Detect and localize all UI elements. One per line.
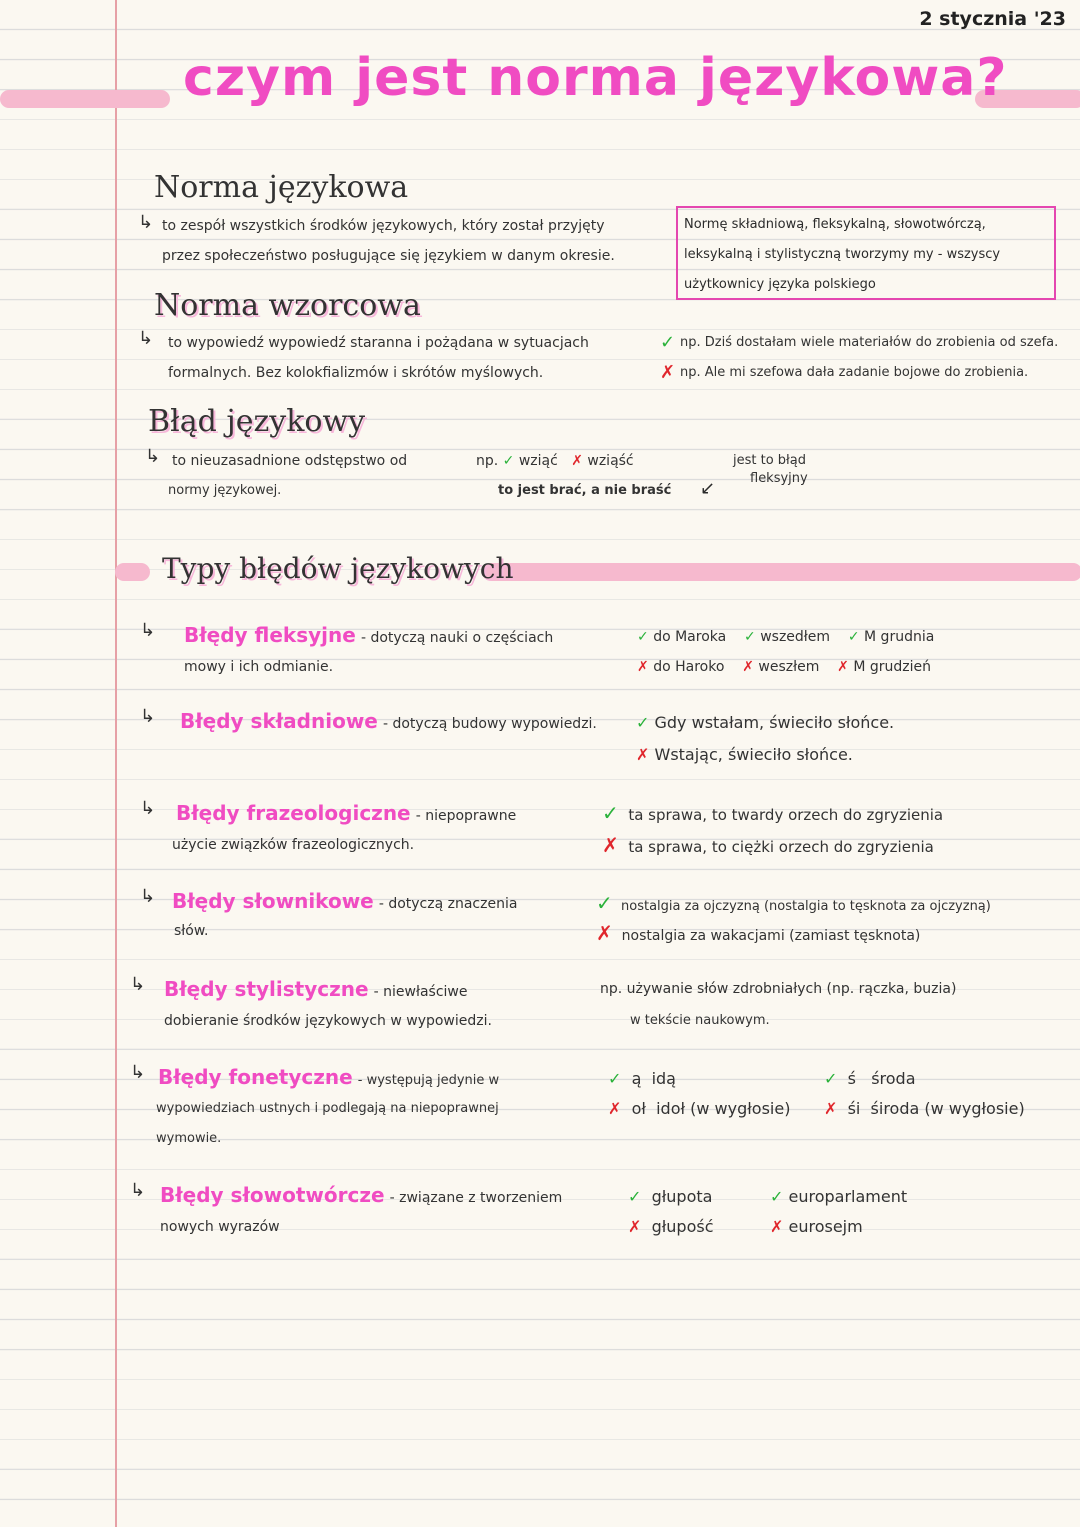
skladniowe-example-good — [636, 708, 894, 738]
blad-example — [476, 446, 634, 476]
check-icon: ✓ — [770, 1187, 784, 1206]
example-good: środa — [871, 1069, 916, 1088]
fonetyczne-example-bad — [608, 1094, 790, 1124]
error-type-name: Błędy słownikowe — [172, 889, 374, 913]
fonetyczne-example-good-2 — [824, 1064, 916, 1094]
fonetyczne-title-row — [158, 1062, 499, 1096]
fonetyczne-example-bad-2 — [824, 1094, 1025, 1124]
bad-word: wziąść — [587, 453, 634, 469]
error-type-name: Błędy fleksyjne — [184, 623, 356, 647]
example-good: idą — [651, 1069, 676, 1088]
example-good: wszedłem — [760, 629, 831, 645]
cross-icon: ✗ — [770, 1217, 784, 1236]
error-type-desc: - dotyczą znaczenia — [378, 896, 518, 912]
types-bar-right — [482, 563, 1080, 581]
slownikowe-example-bad — [596, 918, 920, 951]
norma-wzorcowa-line1: to wypowiedź wypowiedź staranna i pożądana w sytuacjach — [168, 335, 589, 351]
slownikowe-title-row — [172, 886, 517, 919]
arrow-icon: ↳ — [138, 328, 154, 349]
date: 2 stycznia '23 — [919, 8, 1066, 30]
slowotworcze-example-bad — [628, 1212, 714, 1242]
cross-icon: ✗ — [742, 659, 754, 675]
arrow-icon: ↳ — [138, 212, 154, 233]
cross-icon: ✗ — [602, 833, 619, 857]
example-bad: eurosejm — [788, 1217, 863, 1236]
example-bad: śiroda (w wygłosie) — [870, 1099, 1025, 1118]
example-prefix: np. — [476, 453, 499, 469]
error-type-desc: - niewłaściwe — [373, 984, 468, 1000]
cross-icon: ✗ — [637, 659, 649, 675]
types-heading: Typy błędów językowych — [162, 552, 514, 585]
fleksyjne-title-row — [184, 620, 553, 653]
blad-line1: to nieuzasadnione odstępstwo od — [172, 453, 408, 469]
types-bar-left — [115, 563, 150, 581]
error-type-desc: - dotyczą budowy wypowiedzi. — [382, 716, 597, 732]
example-bad: weszłem — [758, 659, 820, 675]
arrow-back-icon: ↙ — [700, 478, 716, 499]
error-type-desc: mowy i ich odmianie. — [184, 659, 334, 675]
frazeologiczne-title-row — [176, 798, 516, 831]
arrow-icon: ↳ — [145, 446, 161, 467]
error-type-desc: nowych wyrazów — [160, 1219, 280, 1235]
margin-line — [115, 0, 117, 1527]
slowotworcze-example-bad-2 — [770, 1212, 863, 1242]
skladniowe-title-row — [180, 706, 597, 739]
example-bad: oł — [631, 1099, 646, 1118]
error-type-desc: - związane z tworzeniem — [389, 1190, 563, 1206]
cross-icon: ✗ — [636, 745, 650, 764]
cross-icon: ✗ — [608, 1099, 622, 1118]
check-icon: ✓ — [824, 1069, 838, 1088]
error-type-name: Błędy składniowe — [180, 709, 378, 733]
check-icon: ✓ — [636, 713, 650, 732]
example-good: nostalgia za ojczyzną (nostalgia to tęsknota za ojczyzną) — [621, 899, 991, 914]
fleksyjne-examples-good — [637, 622, 934, 652]
box-line2: leksykalną i stylistyczną tworzymy my - wszyscy — [684, 247, 1001, 262]
error-type-desc: wypowiedziach ustnych i podlegają na niepoprawnej — [156, 1101, 499, 1116]
norma-wzorcowa-example-bad: np. Ale mi szefowa dała zadanie bojowe do zrobienia. — [680, 365, 1029, 380]
arrow-icon: ↳ — [140, 706, 156, 727]
arrow-icon: ↳ — [130, 1180, 146, 1201]
blad-note1: to jest brać, a nie braść — [498, 483, 672, 498]
check-icon: ✓ — [602, 801, 619, 825]
box-line1: Normę składniową, fleksykalną, słowotwórczą, — [684, 217, 986, 232]
example-good: europarlament — [788, 1187, 908, 1206]
cross-icon: ✗ — [660, 362, 676, 383]
fonetyczne-example-good — [608, 1064, 676, 1094]
blad-note2b: fleksyjny — [750, 471, 808, 486]
stylistyczne-title-row — [164, 974, 468, 1007]
norma-wzorcowa-example-good: np. Dziś dostałam wiele materiałów do zrobienia od szefa. — [680, 335, 1059, 350]
example-bad: śi — [847, 1099, 861, 1118]
slowotworcze-example-good — [628, 1182, 712, 1212]
section-heading-norma-wzorcowa: Norma wzorcowa — [154, 288, 421, 323]
example-bad: M grudzień — [853, 659, 931, 675]
norma-wzorcowa-line2: formalnych. Bez kolokfializmów i skrótów myślowych. — [168, 365, 544, 381]
example-bad: nostalgia za wakacjami (zamiast tęsknota) — [621, 928, 921, 944]
arrow-icon: ↳ — [130, 974, 146, 995]
example-bad: ta sprawa, to ciężki orzech do zgryzienia — [628, 838, 934, 856]
check-icon: ✓ — [596, 891, 613, 915]
section-heading-norma-jezykowa: Norma językowa — [154, 170, 409, 205]
check-icon: ✓ — [608, 1069, 622, 1088]
slowotworcze-example-good-2 — [770, 1182, 907, 1212]
norma-jezykowa-line2: przez społeczeństwo posługujące się językiem w danym okresie. — [162, 248, 615, 264]
check-icon: ✓ — [660, 332, 676, 353]
norm-info-box — [676, 206, 1056, 300]
error-type-desc: - występują jedynie w — [357, 1073, 500, 1088]
norma-jezykowa-line1: to zespół wszystkich środków językowych, który został przyjęty — [162, 218, 605, 234]
example-good: M grudnia — [864, 629, 935, 645]
error-type-desc: słów. — [174, 923, 209, 939]
blad-note2a: jest to błąd — [733, 453, 806, 468]
error-type-desc: - niepoprawne — [415, 808, 517, 824]
arrow-icon: ↳ — [140, 620, 156, 641]
check-icon: ✓ — [502, 453, 515, 469]
check-icon: ✓ — [637, 629, 649, 645]
slownikowe-example-good — [596, 888, 991, 922]
error-type-desc: - dotyczą nauki o częściach — [360, 630, 554, 646]
section-heading-blad-jezykowy: Błąd językowy — [148, 404, 366, 439]
example-bad: idoł (w wygłosie) — [656, 1099, 791, 1118]
example-bad: do Haroko — [653, 659, 725, 675]
error-type-desc: wymowie. — [156, 1131, 222, 1146]
cross-icon: ✗ — [628, 1217, 642, 1236]
good-word: wziąć — [518, 453, 558, 469]
example-bad: Wstając, świeciło słońce. — [654, 745, 853, 764]
stylistyczne-example1: np. używanie słów zdrobniałych (np. rączka, buzia) — [600, 981, 957, 997]
arrow-icon: ↳ — [140, 798, 156, 819]
check-icon: ✓ — [628, 1187, 642, 1206]
example-good: ta sprawa, to twardy orzech do zgryzienia — [628, 806, 944, 824]
error-type-desc: dobieranie środków językowych w wypowiedzi. — [164, 1013, 492, 1029]
example-good: ą — [631, 1069, 642, 1088]
check-icon: ✓ — [847, 629, 860, 645]
example-bad: głupość — [651, 1217, 714, 1236]
fleksyjne-examples-bad — [637, 652, 931, 682]
skladniowe-example-bad — [636, 740, 853, 770]
error-type-name: Błędy fonetyczne — [158, 1065, 353, 1089]
error-type-name: Błędy słowotwórcze — [160, 1183, 385, 1207]
frazeologiczne-example-bad — [602, 830, 934, 862]
example-good: Gdy wstałam, świeciło słońce. — [654, 713, 895, 732]
example-good: głupota — [651, 1187, 713, 1206]
example-good: do Maroka — [653, 629, 727, 645]
error-type-name: Błędy frazeologiczne — [176, 801, 411, 825]
blad-line2: normy językowej. — [168, 483, 282, 498]
page-title: czym jest norma językowa? — [183, 48, 1008, 108]
title-bar-left — [0, 90, 170, 108]
slowotworcze-title-row — [160, 1180, 562, 1213]
cross-icon: ✗ — [571, 453, 583, 469]
stylistyczne-example2: w tekście naukowym. — [630, 1013, 770, 1028]
error-type-name: Błędy stylistyczne — [164, 977, 369, 1001]
example-good: ś — [847, 1069, 856, 1088]
arrow-icon: ↳ — [130, 1062, 146, 1083]
cross-icon: ✗ — [837, 659, 849, 675]
arrow-icon: ↳ — [140, 886, 156, 907]
box-line3: użytkownicy języka polskiego — [684, 277, 876, 292]
check-icon: ✓ — [744, 629, 756, 645]
cross-icon: ✗ — [596, 921, 613, 945]
cross-icon: ✗ — [824, 1099, 838, 1118]
frazeologiczne-example-good — [602, 798, 943, 830]
error-type-desc: użycie związków frazeologicznych. — [172, 837, 415, 853]
